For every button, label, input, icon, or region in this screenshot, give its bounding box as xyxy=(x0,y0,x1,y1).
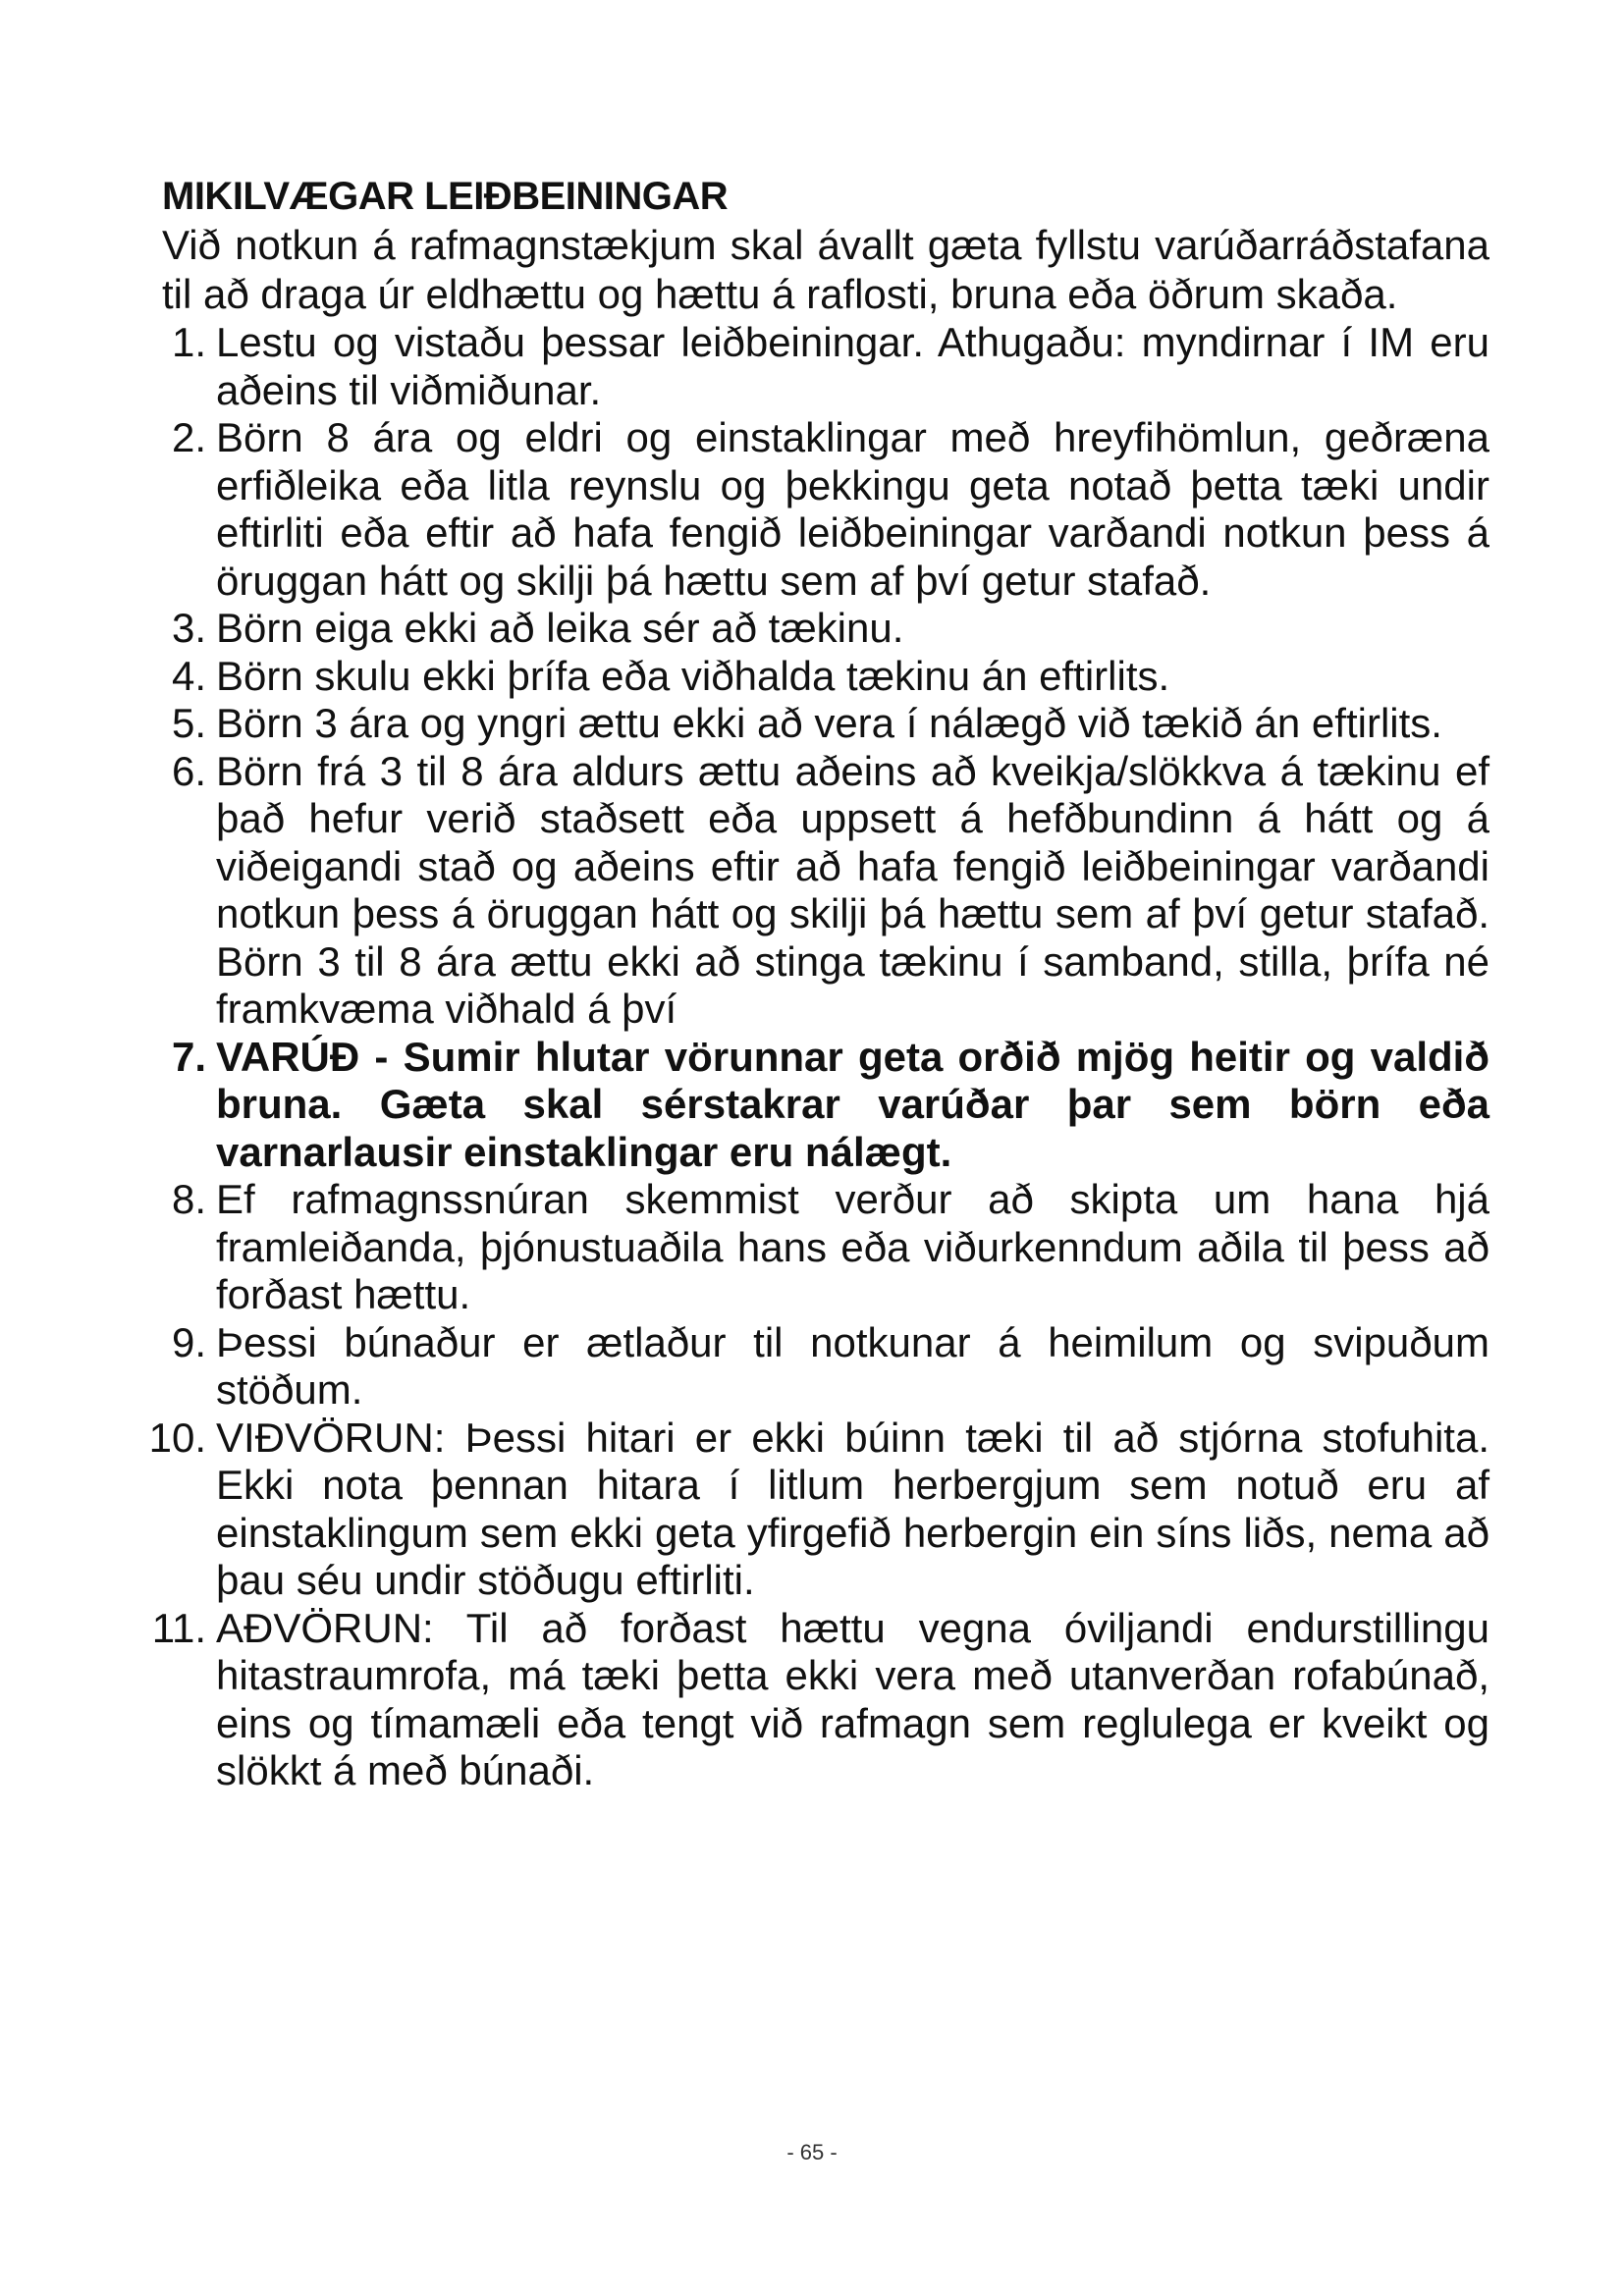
list-item xyxy=(162,1176,1489,1319)
item-number: 1. xyxy=(171,319,206,365)
item-text: VIÐVÖRUN: Þessi hitari er ekki búinn tæki til að stjórna stofuhita. Ekki nota þennan hitara í litlum herbergjum sem notuð eru af einstaklingum sem ekki geta yfirgefið herbergin ein síns liðs, nema að þau séu undir stöðugu eftirliti. xyxy=(216,1414,1489,1603)
list-item xyxy=(162,1319,1489,1415)
item-number: 3. xyxy=(171,605,206,651)
page-number: - 65 - xyxy=(786,2140,838,2164)
item-text: Börn skulu ekki þrífa eða viðhalda tækinu án eftirlits. xyxy=(216,652,1170,699)
page-title: MIKILVÆGAR LEIÐBEININGAR xyxy=(162,175,729,218)
list-item xyxy=(162,414,1489,605)
item-text: Þessi búnaður er ætlaður til notkunar á heimilum og svipuðum stöðum. xyxy=(216,1318,1489,1413)
item-text: Lestu og vistaðu þessar leiðbeiningar. Athugaðu: myndirnar í IM eru aðeins til viðmiðunar. xyxy=(216,319,1489,413)
document-body xyxy=(148,172,1489,1795)
item-number: 5. xyxy=(171,700,206,746)
item-text: Ef rafmagnssnúran skemmist verður að skipta um hana hjá framleiðanda, þjónustuaðila hans eða viðurkenndum aðila til þess að forðast hættu. xyxy=(216,1176,1489,1317)
warning-item xyxy=(162,1034,1489,1177)
item-number: 2. xyxy=(171,414,206,460)
intro-paragraph: Við notkun á rafmagnstækjum skal ávallt gæta fyllstu varúðarráðstafana til að draga úr eldhættu og hættu á raflosti, bruna eða öðrum skaða. xyxy=(162,222,1489,317)
list-item xyxy=(162,700,1489,748)
item-text: VARÚÐ - Sumir hlutar vörunnar geta orðið mjög heitir og valdið bruna. Gæta skal sérstakrar varúðar þar sem börn eða varnarlausir einstaklingar eru nálægt. xyxy=(216,1033,1489,1175)
item-number: 11. xyxy=(151,1604,206,1651)
item-number: 9. xyxy=(171,1318,206,1365)
item-number: 10. xyxy=(148,1414,206,1461)
list-item xyxy=(162,605,1489,653)
list-item xyxy=(151,1604,1489,1795)
item-text: Börn eiga ekki að leika sér að tækinu. xyxy=(216,605,904,651)
list-item xyxy=(162,653,1489,701)
item-number: 8. xyxy=(171,1176,206,1222)
item-text: Börn 3 ára og yngri ættu ekki að vera í nálægð við tækið án eftirlits. xyxy=(216,700,1442,746)
list-item xyxy=(148,1414,1489,1605)
item-text: Börn frá 3 til 8 ára aldurs ættu aðeins að kveikja/slökkva á tækinu ef það hefur verið staðsett eða uppsett á hefðbundinn á hátt og á viðeigandi stað og aðeins eftir að hafa fengið leiðbeiningar varðandi notkun þess á öruggan hátt og skilji þá hættu sem af því getur stafað. Börn 3 til 8 ára ættu ekki að stinga tækinu í samband, stilla, þrífa né framkvæma viðhald á því xyxy=(216,747,1489,1032)
list-item xyxy=(162,748,1489,1034)
item-number: 6. xyxy=(171,747,206,794)
item-number: 4. xyxy=(171,652,206,699)
item-text: Börn 8 ára og eldri og einstaklingar með hreyfihömlun, geðræna erfiðleika eða litla reynslu og þekkingu geta notað þetta tæki undir eftirliti eða eftir að hafa fengið leiðbeiningar varðandi notkun þess á öruggan hátt og skilji þá hættu sem af því getur stafað. xyxy=(216,414,1489,604)
item-text: AÐVÖRUN: Til að forðast hættu vegna óviljandi endurstillingu hitastraumrofa, má tæki þetta ekki vera með utanverðan rofabúnað, eins og tímamæli eða tengt við rafmagn sem reglulega er kveikt og slökkt á með búnaði. xyxy=(216,1604,1489,1793)
item-number: 7. xyxy=(171,1033,206,1080)
list-item xyxy=(162,319,1489,414)
instruction-list xyxy=(148,319,1489,1795)
